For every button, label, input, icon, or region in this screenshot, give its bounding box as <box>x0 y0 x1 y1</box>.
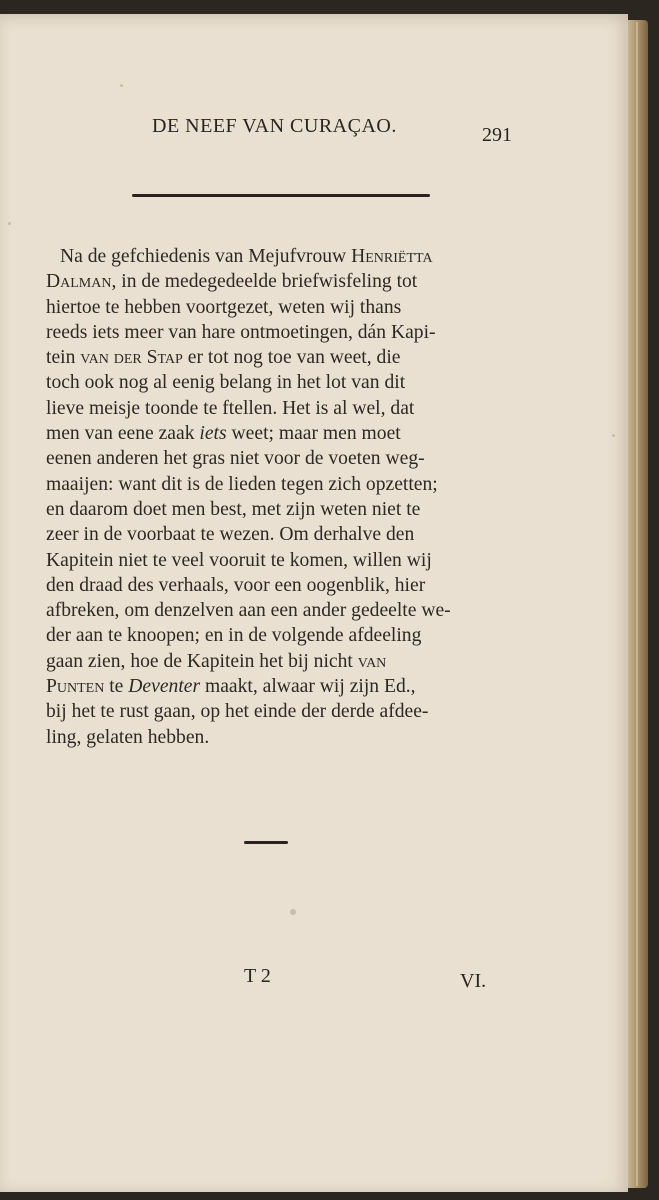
text-run: maakt, alwaar wij zijn Ed., <box>200 676 416 698</box>
italic-text: iets <box>199 423 227 445</box>
text-run: afbreken, om denzelven aan een ander gedeelte we- <box>46 600 451 622</box>
text-run: , in de medegedeelde briefwisfeling tot <box>111 271 418 293</box>
text-run: te <box>104 676 129 698</box>
text-run: hiertoe te hebben voortgezet, weten wij thans <box>46 296 402 318</box>
paper-spot <box>8 222 11 225</box>
catchword: VI. <box>460 970 487 992</box>
small-caps-name: Dalman <box>46 271 112 293</box>
text-line <box>46 522 506 547</box>
text-line <box>46 472 506 497</box>
small-caps-name: Henriëtta <box>351 246 433 267</box>
text-line <box>46 295 506 320</box>
text-run: Na de gefchiedenis van Mejufvrouw <box>60 246 352 267</box>
text-run: bij het te rust gaan, op het einde der derde afdee- <box>46 701 429 723</box>
text-run: der aan te knoopen; en in de volgende afdeeling <box>46 625 422 647</box>
text-line <box>46 649 506 674</box>
text-line <box>46 497 506 522</box>
text-line <box>46 320 506 345</box>
text-line <box>46 370 506 395</box>
text-run: maaijen: want dit is de lieden tegen zich opzetten; <box>46 473 438 495</box>
header-rule <box>132 194 430 197</box>
text-run: Kapitein niet te veel vooruit te komen, willen wij <box>46 549 432 571</box>
text-run: er tot nog toe van weet, die <box>182 347 401 369</box>
text-run: zeer in de voorbaat te wezen. Om derhalve den <box>46 524 415 546</box>
text-run: eenen anderen het gras niet voor de voeten weg- <box>46 448 425 470</box>
text-run: men van eene zaak <box>46 423 200 445</box>
text-run: weet; maar men moet <box>226 423 401 445</box>
text-line <box>46 244 506 269</box>
text-run: den draad des verhaals, voor een oogenblik, hier <box>46 574 426 596</box>
text-line <box>46 725 506 750</box>
paper-spot <box>120 84 123 87</box>
text-line <box>46 345 506 370</box>
text-run: gaan zien, hoe de Kapitein het bij nicht <box>46 650 358 672</box>
italic-text: Deventer <box>128 676 201 698</box>
text-line <box>46 598 506 623</box>
paper-spot <box>290 909 296 915</box>
text-line <box>46 674 506 699</box>
body-text <box>46 244 506 750</box>
text-line <box>46 573 506 598</box>
text-line <box>46 269 506 294</box>
text-line <box>46 421 506 446</box>
text-line <box>46 699 506 724</box>
page-edge-highlight <box>636 22 638 1186</box>
small-caps-name: van <box>357 650 387 672</box>
text-run: tein <box>46 347 81 369</box>
text-run: reeds iets meer van hare ontmoetingen, dán Kapi- <box>46 321 436 343</box>
text-run: toch ook nog al eenig belang in het lot van dit <box>46 372 406 394</box>
text-run: lieve meisje toonde te ftellen. Het is al wel, dat <box>46 397 415 419</box>
text-line <box>46 396 506 421</box>
text-run: en daarom doet men best, met zijn weten niet te <box>46 498 421 520</box>
small-caps-name: van der Stap <box>80 347 183 369</box>
text-line <box>46 623 506 648</box>
section-end-rule <box>244 841 288 844</box>
signature-mark: T 2 <box>244 965 271 987</box>
text-line <box>46 548 506 573</box>
paper-spot <box>612 434 615 437</box>
running-title: DE NEEF VAN CURAÇAO. <box>152 115 397 137</box>
page-number: 291 <box>482 124 512 146</box>
text-run: ling, gelaten hebben. <box>46 726 210 748</box>
small-caps-name: Punten <box>46 676 105 698</box>
text-line <box>46 446 506 471</box>
